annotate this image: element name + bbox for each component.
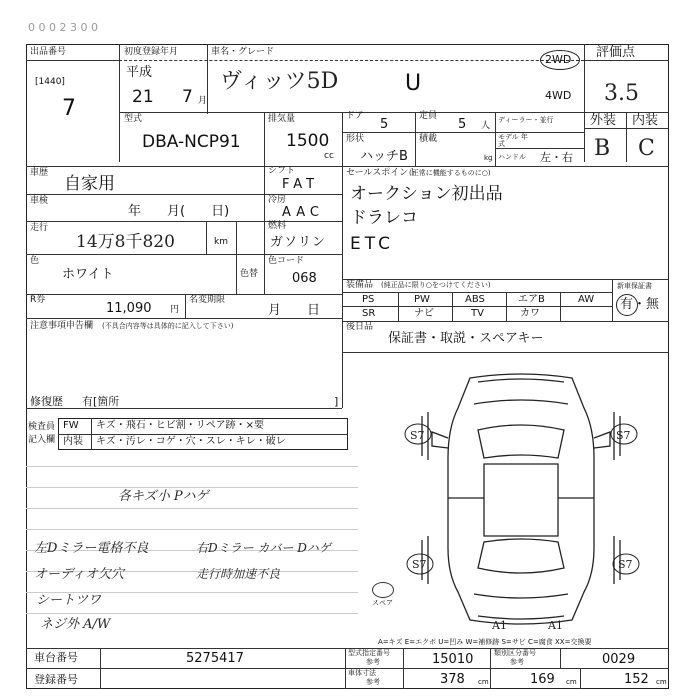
equip-navi: ナビ (414, 308, 434, 319)
chassis-label: 車台番号 (34, 651, 78, 664)
recycle-unit: 円 (170, 305, 180, 315)
exterior-label: 外装 (590, 113, 617, 128)
dims-width: 169 (530, 672, 555, 687)
displacement-value: 1500 (286, 131, 330, 151)
inspection-label: 車検 (30, 196, 49, 206)
handle-value: 左・右 (540, 151, 573, 164)
damage-mark-4: S7 (618, 558, 633, 571)
name-change-label: 名変期限 (189, 295, 226, 305)
class-no-label: 類別区分番号 (494, 649, 536, 657)
body-shape-label: 形状 (346, 134, 365, 144)
type-no-label: 型式指定番号 (348, 649, 390, 657)
handwritten-line-3a: オーディオ欠穴 (34, 567, 124, 582)
doors-value: 5 (380, 117, 389, 132)
model-label: 型式 (124, 114, 143, 124)
type-no-value: 15010 (432, 652, 474, 667)
first-reg-month: 7 (182, 87, 193, 107)
equip-leather: カワ (520, 308, 540, 319)
recycle-label: R券 (30, 295, 46, 305)
notes-label: 注意事項申告欄 (30, 321, 94, 331)
fuel-value: ガソリン (270, 235, 327, 250)
partial-header-text: 0 0 0 2 3 0 0 (28, 21, 98, 34)
handle-label: ハンドル (498, 153, 526, 161)
color-code-label: 色コード (268, 256, 305, 266)
class-no-sub: 参考 (510, 658, 524, 666)
handwritten-line-5: ネジ外 A/W (40, 617, 111, 632)
handwritten-line-4: シートツワ (36, 593, 102, 608)
repair-close: ] (334, 395, 339, 408)
load-label: 積載 (419, 134, 438, 144)
exterior-score: B (594, 136, 611, 161)
body-shape-value: ハッチB (360, 149, 408, 164)
inspector-int-label: 内装 (63, 436, 83, 447)
damage-mark-2: S7 (616, 429, 631, 442)
shift-value: FAT (282, 177, 320, 192)
warranty-value: 有・無 (620, 297, 660, 312)
sales-point-sub: (正常に機能するものに○) (409, 169, 491, 177)
aftermarket-value: 保証書・取説・スペアキー (388, 331, 544, 346)
handwritten-line-2b: 右Dミラー カバー Dハゲ (196, 541, 331, 555)
aftermarket-label: 後日品 (346, 322, 374, 332)
lot-label: 出品番号 (30, 47, 67, 57)
capacity-label: 定員 (419, 111, 438, 121)
first-reg-label: 初度登録年月 (124, 47, 179, 57)
sales-line-2: ドラレコ (350, 208, 418, 228)
name-change-value: 月 日 (268, 303, 321, 318)
car-name: ヴィッツ5D (220, 69, 339, 94)
a-mark-2: A1 (548, 619, 563, 632)
displacement-label: 排気量 (268, 114, 296, 124)
lot-code: [1440] (35, 77, 65, 87)
equip-pw: PW (414, 294, 430, 305)
displacement-unit: cc (324, 151, 334, 161)
aircon-value: AAC (282, 205, 324, 220)
mileage-label: 走行 (30, 223, 49, 233)
first-reg-era: 平成 (126, 65, 153, 80)
equip-sr: SR (362, 308, 376, 319)
chassis-value: 5275417 (186, 651, 244, 666)
inspection-value: 年 月( 日) (128, 204, 230, 219)
dims-length-unit: cm (478, 678, 489, 686)
repair-label: 修復歴 (30, 395, 63, 408)
load-unit: kg (484, 154, 493, 162)
capacity-unit: 人 (481, 121, 491, 131)
handwritten-line-2a: 左Dミラー電格不良 (34, 541, 149, 556)
car-damage-diagram (398, 368, 644, 630)
inspector-ext-items: キズ・飛石・ヒビ割・リペア跡・×要 (96, 420, 264, 431)
car-grade: U (405, 71, 422, 96)
sales-point-label: セールスポイント (346, 168, 418, 178)
equip-tv: TV (471, 308, 484, 319)
inspector-label-2: 記入欄 (28, 435, 56, 445)
dims-height: 152 (624, 672, 649, 687)
category-value: 自家用 (64, 174, 115, 194)
color-value: ホワイト (62, 267, 114, 282)
doors-label: ドア (346, 111, 364, 121)
score-value: 3.5 (604, 81, 639, 106)
car-name-label: 車名・グレード (211, 47, 275, 57)
dims-sub: 参考 (366, 678, 380, 686)
repair-value: 有[箇所 (82, 395, 120, 408)
model-year-label: モデル 年式 (498, 133, 528, 148)
reg-no-label: 登録番号 (34, 673, 78, 686)
recycle-value: 11,090 (106, 301, 152, 316)
dims-height-unit: cm (656, 678, 667, 686)
handwritten-line-3b: 走行時加速不良 (196, 567, 281, 581)
class-no-value: 0029 (602, 652, 636, 667)
drive-2wd: 2WD (545, 53, 572, 66)
equip-ps: PS (362, 294, 375, 305)
first-reg-year: 21 (132, 87, 154, 107)
color-code: 068 (292, 271, 317, 286)
shift-label: シフト (268, 166, 296, 176)
category-label: 車歴 (30, 168, 49, 178)
inspector-int-items: キズ・汚レ・コゲ・穴・スレ・キレ・破レ (96, 436, 286, 447)
inspector-fw: FW (63, 420, 79, 431)
warranty-label: 新車保証書 (617, 282, 652, 290)
color-change-label: 色替 (240, 269, 259, 279)
sales-line-1: オークション初出品 (350, 184, 503, 204)
dims-length: 378 (440, 672, 465, 687)
dims-label: 車体寸法 (348, 669, 376, 677)
equip-aw: AW (578, 294, 595, 305)
lot-number: 7 (62, 96, 76, 121)
dealer-label: ディーラー・並行 (498, 116, 554, 124)
score-label: 評価点 (596, 45, 636, 60)
spare-label: スペア (372, 599, 393, 607)
damage-mark-3: S7 (412, 558, 427, 571)
model-value: DBA-NCP91 (142, 132, 241, 152)
color-label: 色 (30, 256, 40, 266)
equipment-sub: (純正品に限り○をつけてください) (381, 281, 491, 289)
mileage-unit: km (214, 237, 228, 247)
equip-abs: ABS (465, 294, 485, 305)
dims-width-unit: cm (566, 678, 577, 686)
damage-mark-1: S7 (410, 429, 425, 442)
damage-legend: A=キズ E=エクボ U=凹み W=補修跡 S=サビ C=腐食 XX=交換要 (378, 638, 592, 646)
interior-score: C (638, 136, 655, 161)
first-reg-month-unit: 月 (198, 96, 208, 106)
warranty-circle (616, 294, 638, 316)
fuel-label: 燃料 (268, 221, 287, 231)
equip-airbag: エアB (518, 294, 545, 305)
capacity-value: 5 (458, 117, 467, 132)
aircon-label: 冷房 (268, 195, 287, 205)
mileage-value: 14万8千820 (76, 232, 175, 252)
sales-line-3: ETC (350, 234, 394, 254)
equipment-label: 装備品 (346, 280, 374, 290)
handwritten-line-1: 各キズ小 Pハゲ (118, 489, 209, 504)
inspector-label-1: 検査員 (28, 422, 56, 432)
type-no-sub: 参考 (366, 658, 380, 666)
spare-tire-icon (372, 582, 394, 598)
a-mark-1: A1 (492, 619, 507, 632)
drive-4wd: 4WD (545, 89, 572, 102)
interior-label: 内装 (632, 113, 659, 128)
notes-sub: (不具合内容等は具体的に記入して下さい) (102, 322, 234, 330)
